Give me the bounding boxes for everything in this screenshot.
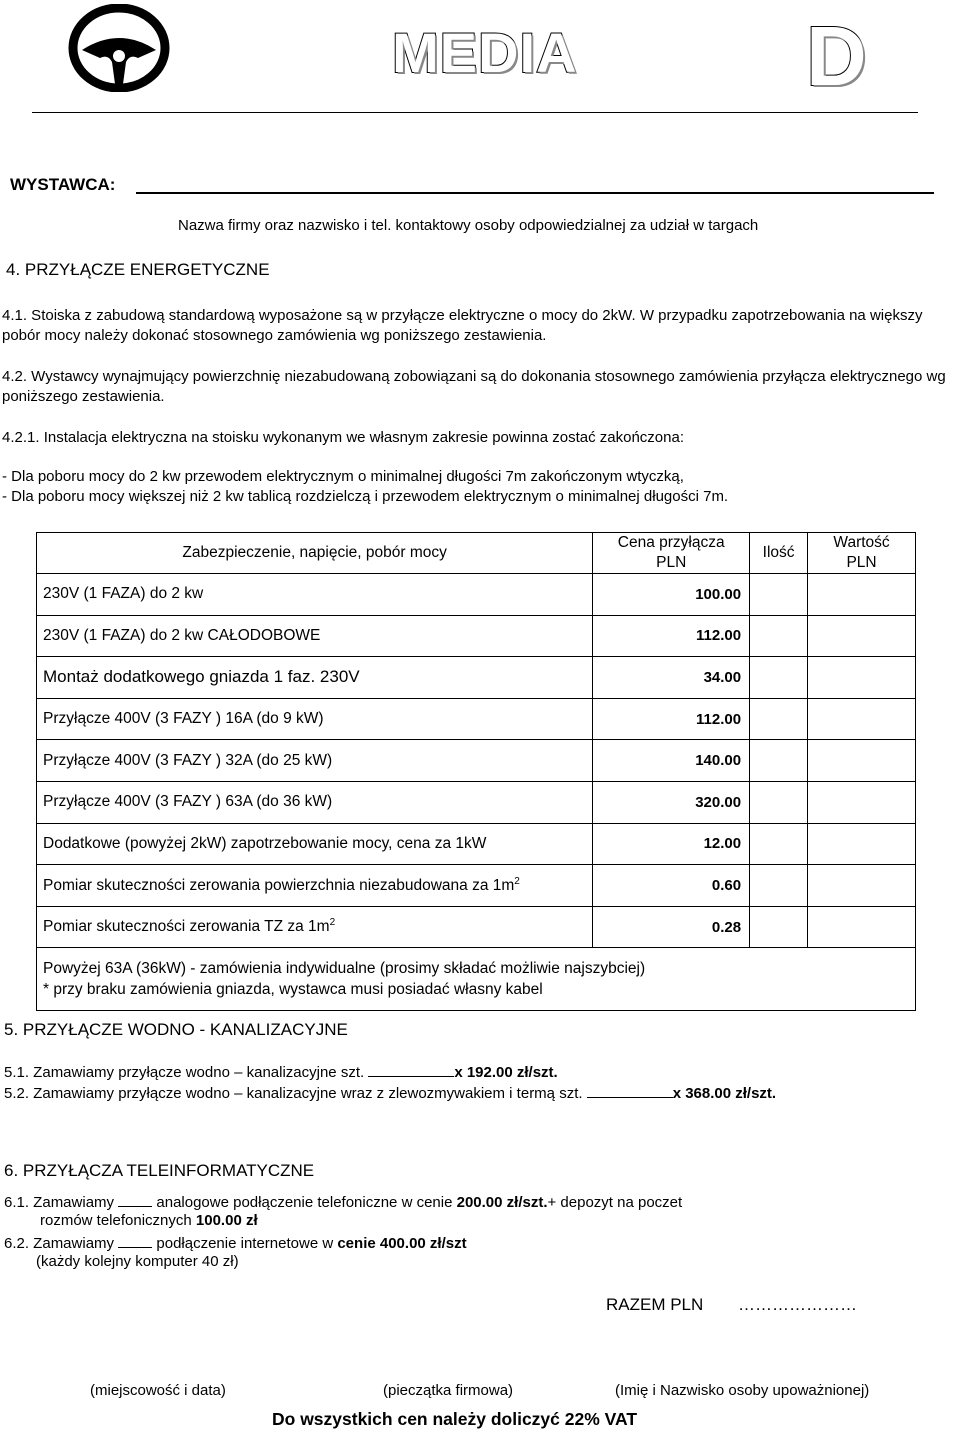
signature-place-date: (miejscowość i data) xyxy=(90,1382,226,1399)
table-row: Pomiar skuteczności zerowania TZ za $1m^2$ 0.28 xyxy=(37,906,916,948)
water-qty-field-2[interactable] xyxy=(587,1083,673,1098)
value-cell[interactable] xyxy=(808,865,916,907)
table-row: Montaż dodatkowego gniazda 1 faz. 230V 34.00 xyxy=(37,657,916,699)
signature-company-stamp: (pieczątka firmowa) xyxy=(383,1382,514,1399)
telecom-line-1b: rozmów telefonicznych 100.00 zł xyxy=(40,1212,258,1229)
table-row: Przyłącze 400V (3 FAZY ) 63A (do 36 kW) 320.00 xyxy=(37,781,916,823)
note-line-1: Powyżej 63A (36kW) - zamówienia indywidualne (prosimy składać możliwie najszybciej) xyxy=(43,960,646,978)
telecom-note: (każdy kolejny komputer 40 zł) xyxy=(36,1253,239,1270)
qty-cell[interactable] xyxy=(750,740,808,782)
bullet-2: - Dla poboru mocy większej niż 2 kw tablicą rozdzielczą i przewodem elektrycznym o minimalnej długości 7m. xyxy=(2,488,729,505)
value-cell[interactable] xyxy=(808,657,916,699)
qty-cell[interactable] xyxy=(750,823,808,865)
power-price-table xyxy=(36,532,916,1011)
col-header-qty: Ilość xyxy=(750,533,808,574)
value-cell[interactable] xyxy=(808,740,916,782)
bullet-1: - Dla poboru mocy do 2 kw przewodem elektrycznym o minimalnej długości 7m zakończonym wtyczką, xyxy=(2,468,684,485)
exhibitor-label: WYSTAWCA: xyxy=(10,175,116,194)
paragraph-4-2: 4.2. Wystawcy wynajmujący powierzchnię niezabudowaną zobowiązani są do dokonania stosownego zamówienia przyłącza elektrycznego wg poniższego zestawienia. xyxy=(2,368,946,405)
vat-note: Do wszystkich cen należy doliczyć 22% VAT xyxy=(272,1409,638,1429)
paragraph-4-1: 4.1. Stoiska z zabudową standardową wyposażone są w przyłącze elektryczne o mocy do 2kW. W przypadku zapotrzebowania na większy pobór mocy należy dokonać stosownego zamówienia wg poniższego zestawienia. xyxy=(2,307,923,344)
header-divider xyxy=(32,112,918,113)
table-row: 230V (1 FAZA) do 2 kw 100.00 xyxy=(37,574,916,616)
header-letter: D xyxy=(806,9,867,103)
header-title: MEDIA xyxy=(392,21,578,84)
qty-cell[interactable] xyxy=(750,574,808,616)
water-line-1: 5.1. Zamawiamy przyłącze wodno – kanalizacyjne szt. x 192.00 zł/szt. xyxy=(4,1064,558,1081)
table-row: Przyłącze 400V (3 FAZY ) 16A (do 9 kW) 112.00 xyxy=(37,698,916,740)
paragraph-4-2-1: 4.2.1. Instalacja elektryczna na stoisku wykonanym we własnym zakresie powinna zostać zakończona: xyxy=(2,429,684,446)
exhibitor-hint: Nazwa firmy oraz nazwisko i tel. kontaktowy osoby odpowiedzialnej za udział w targach xyxy=(178,217,759,234)
table-note-row xyxy=(37,948,916,1011)
qty-cell[interactable] xyxy=(750,657,808,699)
value-cell[interactable] xyxy=(808,781,916,823)
table-row: Dodatkowe (powyżej 2kW) zapotrzebowanie mocy, cena za 1kW 12.00 xyxy=(37,823,916,865)
col-header-desc: Zabezpieczenie, napięcie, pobór mocy xyxy=(37,533,593,574)
signature-authorized-person: (Imię i Nazwisko osoby upoważnionej) xyxy=(615,1382,870,1399)
qty-cell[interactable] xyxy=(750,906,808,948)
table-row: 230V (1 FAZA) do 2 kw CAŁODOBOWE 112.00 xyxy=(37,615,916,657)
exhibitor-name-field[interactable] xyxy=(136,192,934,194)
total-label: RAZEM PLN xyxy=(606,1295,704,1314)
water-qty-field-1[interactable] xyxy=(368,1062,454,1077)
telecom-line-2: 6.2. Zamawiamy podłączenie internetowe w cenie 400.00 zł/szt xyxy=(4,1235,467,1252)
section4-heading: 4. PRZYŁĄCZE ENERGETYCZNE xyxy=(6,260,270,279)
section5-heading: 5. PRZYŁĄCZE WODNO - KANALIZACYJNE xyxy=(4,1020,348,1039)
qty-cell[interactable] xyxy=(750,615,808,657)
qty-cell[interactable] xyxy=(750,698,808,740)
section6-heading: 6. PRZYŁĄCZA TELEINFORMATYCZNE xyxy=(4,1161,315,1180)
telecom-line-1: 6.1. Zamawiamy analogowe podłączenie telefoniczne w cenie 200.00 zł/szt.+ depozyt na poczet xyxy=(4,1194,683,1211)
qty-cell[interactable] xyxy=(750,865,808,907)
table-row: Pomiar skuteczności zerowania powierzchnia niezabudowana za $1m^2$ 0.60 xyxy=(37,865,916,907)
col-header-price: Cena przyłącza PLN xyxy=(593,533,750,574)
value-cell[interactable] xyxy=(808,615,916,657)
phone-qty-field[interactable] xyxy=(118,1192,152,1207)
qty-cell[interactable] xyxy=(750,781,808,823)
steering-wheel-logo xyxy=(68,4,170,92)
water-line-2: 5.2. Zamawiamy przyłącze wodno – kanalizacyjne wraz z zlewozmywakiem i termą szt. x 368.00 zł/szt. xyxy=(4,1085,777,1102)
value-cell[interactable] xyxy=(808,823,916,865)
internet-qty-field[interactable] xyxy=(118,1233,152,1248)
value-cell[interactable] xyxy=(808,698,916,740)
total-field[interactable]: ………………… xyxy=(738,1295,857,1314)
col-header-value: Wartość PLN xyxy=(808,533,916,574)
value-cell[interactable] xyxy=(808,574,916,616)
table-row: Przyłącze 400V (3 FAZY ) 32A (do 25 kW) 140.00 xyxy=(37,740,916,782)
value-cell[interactable] xyxy=(808,906,916,948)
note-line-2: * przy braku zamówienia gniazda, wystawca musi posiadać własny kabel xyxy=(43,981,543,999)
